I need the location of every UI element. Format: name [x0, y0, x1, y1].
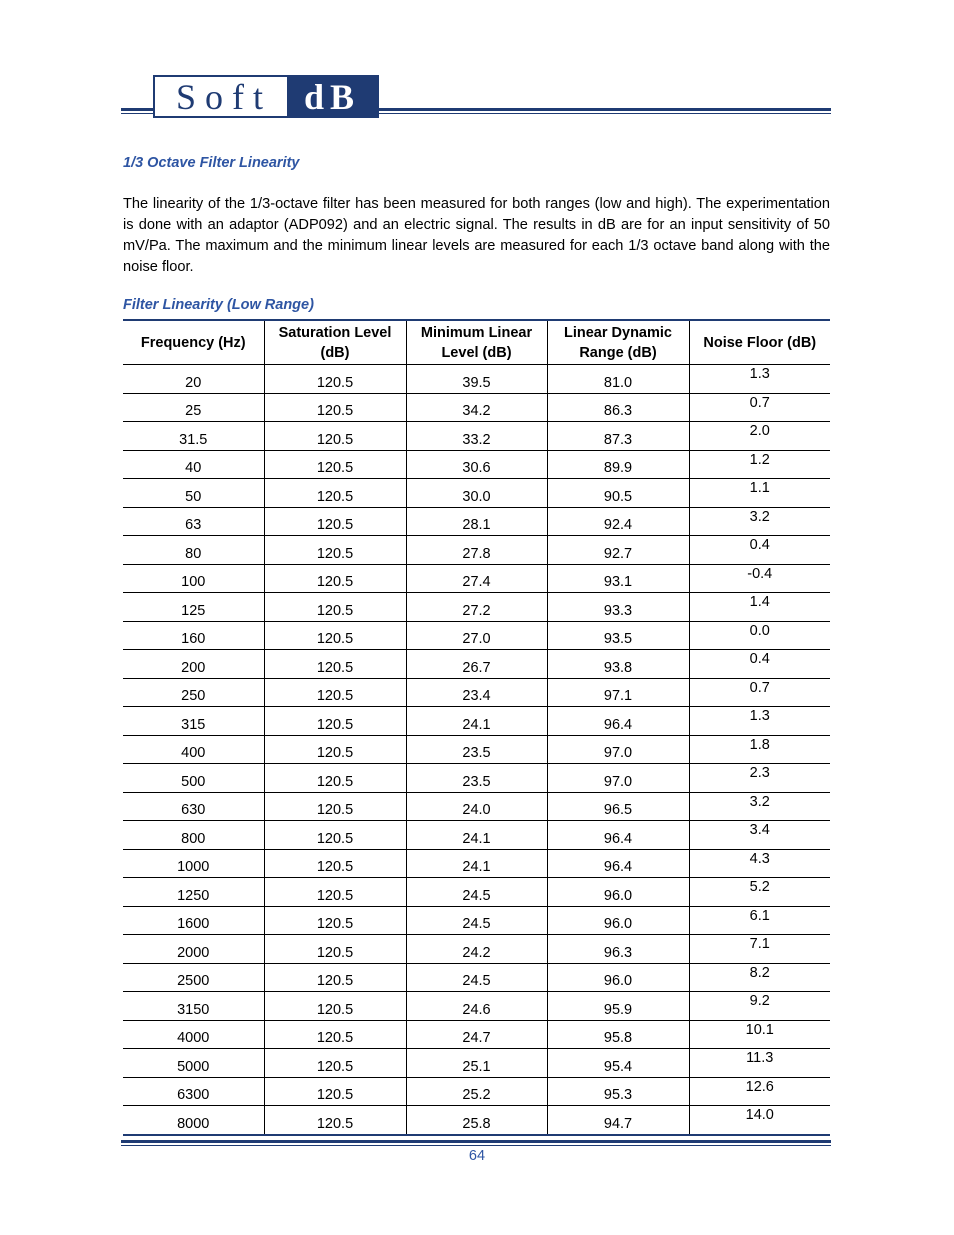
cell-linear-dynamic-range: 96.3 [547, 935, 689, 964]
cell-noise-floor: 14.0 [689, 1106, 830, 1135]
header-rule-right-thin [379, 113, 831, 114]
cell-frequency: 50 [123, 479, 264, 508]
cell-minimum-linear-level: 34.2 [406, 393, 547, 422]
table-row [123, 393, 830, 422]
cell-saturation-level: 120.5 [264, 935, 406, 964]
cell-noise-floor: 5.2 [689, 878, 830, 907]
cell-frequency: 250 [123, 678, 264, 707]
header-linear-dynamic-range: Linear Dynamic Range (dB) [547, 320, 689, 365]
cell-minimum-linear-level: 23.5 [406, 735, 547, 764]
header-rule-left-thin [121, 113, 155, 114]
cell-linear-dynamic-range: 93.5 [547, 621, 689, 650]
cell-saturation-level: 120.5 [264, 365, 406, 394]
table-row [123, 735, 830, 764]
table-row [123, 764, 830, 793]
cell-linear-dynamic-range: 97.0 [547, 735, 689, 764]
cell-frequency: 63 [123, 507, 264, 536]
cell-linear-dynamic-range: 96.0 [547, 963, 689, 992]
cell-frequency: 31.5 [123, 422, 264, 451]
cell-linear-dynamic-range: 92.4 [547, 507, 689, 536]
cell-linear-dynamic-range: 86.3 [547, 393, 689, 422]
table-row [123, 707, 830, 736]
section-title: 1/3 Octave Filter Linearity [123, 155, 300, 171]
section-paragraph: The linearity of the 1/3-octave filter has been measured for both ranges (low and high). The experimentation is done with an adaptor (ADP092) and an electric signal. The results in dB are for an input sensitivity of 50 mV/Pa. The maximum and the minimum linear levels are measured for each 1/3 octave band along with the noise floor. [123, 196, 830, 275]
cell-noise-floor: 1.8 [689, 735, 830, 764]
cell-saturation-level: 120.5 [264, 1106, 406, 1135]
cell-saturation-level: 120.5 [264, 878, 406, 907]
cell-linear-dynamic-range: 95.8 [547, 1020, 689, 1049]
cell-minimum-linear-level: 24.2 [406, 935, 547, 964]
cell-minimum-linear-level: 27.8 [406, 536, 547, 565]
cell-minimum-linear-level: 25.8 [406, 1106, 547, 1135]
header-rule-right [379, 108, 831, 111]
cell-noise-floor: 3.2 [689, 507, 830, 536]
cell-linear-dynamic-range: 89.9 [547, 450, 689, 479]
cell-minimum-linear-level: 30.0 [406, 479, 547, 508]
cell-frequency: 100 [123, 564, 264, 593]
header-rule-left [121, 108, 155, 111]
cell-noise-floor: 7.1 [689, 935, 830, 964]
cell-saturation-level: 120.5 [264, 593, 406, 622]
logo-text-soft: Soft [175, 76, 272, 117]
cell-minimum-linear-level: 25.1 [406, 1049, 547, 1078]
softdb-logo [153, 75, 379, 118]
cell-minimum-linear-level: 28.1 [406, 507, 547, 536]
cell-linear-dynamic-range: 81.0 [547, 365, 689, 394]
table-row [123, 821, 830, 850]
cell-linear-dynamic-range: 95.3 [547, 1077, 689, 1106]
table-row [123, 507, 830, 536]
cell-frequency: 40 [123, 450, 264, 479]
table-row [123, 450, 830, 479]
cell-frequency: 630 [123, 792, 264, 821]
cell-noise-floor: 1.4 [689, 593, 830, 622]
header-saturation-level: Saturation Level (dB) [264, 320, 406, 365]
cell-linear-dynamic-range: 87.3 [547, 422, 689, 451]
cell-noise-floor: 0.7 [689, 393, 830, 422]
table-row [123, 878, 830, 907]
cell-minimum-linear-level: 24.1 [406, 821, 547, 850]
table-row [123, 906, 830, 935]
table-row [123, 792, 830, 821]
logo-text-db: dB [287, 77, 377, 116]
table-row [123, 536, 830, 565]
cell-frequency: 1250 [123, 878, 264, 907]
cell-saturation-level: 120.5 [264, 1077, 406, 1106]
table-caption: Filter Linearity (Low Range) [123, 297, 314, 313]
cell-minimum-linear-level: 23.5 [406, 764, 547, 793]
cell-frequency: 1000 [123, 849, 264, 878]
table-row [123, 564, 830, 593]
table-row [123, 1106, 830, 1135]
cell-saturation-level: 120.5 [264, 906, 406, 935]
cell-minimum-linear-level: 24.0 [406, 792, 547, 821]
filter-linearity-table [123, 319, 830, 1136]
cell-minimum-linear-level: 27.0 [406, 621, 547, 650]
table-row [123, 1077, 830, 1106]
cell-minimum-linear-level: 24.1 [406, 849, 547, 878]
cell-linear-dynamic-range: 97.1 [547, 678, 689, 707]
cell-noise-floor: 0.4 [689, 650, 830, 679]
cell-saturation-level: 120.5 [264, 849, 406, 878]
cell-noise-floor: 3.4 [689, 821, 830, 850]
cell-saturation-level: 120.5 [264, 393, 406, 422]
cell-noise-floor: 4.3 [689, 849, 830, 878]
cell-frequency: 200 [123, 650, 264, 679]
cell-noise-floor: 8.2 [689, 963, 830, 992]
cell-saturation-level: 120.5 [264, 1049, 406, 1078]
footer-rule-thin [121, 1145, 831, 1146]
cell-linear-dynamic-range: 96.0 [547, 878, 689, 907]
cell-linear-dynamic-range: 94.7 [547, 1106, 689, 1135]
cell-linear-dynamic-range: 90.5 [547, 479, 689, 508]
cell-linear-dynamic-range: 96.5 [547, 792, 689, 821]
cell-linear-dynamic-range: 96.4 [547, 707, 689, 736]
header-minimum-linear-level: Minimum Linear Level (dB) [406, 320, 547, 365]
cell-minimum-linear-level: 33.2 [406, 422, 547, 451]
page-number: 64 [468, 1148, 486, 1164]
cell-frequency: 400 [123, 735, 264, 764]
cell-noise-floor: 1.3 [689, 707, 830, 736]
cell-frequency: 8000 [123, 1106, 264, 1135]
cell-noise-floor: 9.2 [689, 992, 830, 1021]
cell-minimum-linear-level: 30.6 [406, 450, 547, 479]
cell-linear-dynamic-range: 95.4 [547, 1049, 689, 1078]
cell-minimum-linear-level: 24.6 [406, 992, 547, 1021]
table-row [123, 422, 830, 451]
cell-saturation-level: 120.5 [264, 792, 406, 821]
cell-minimum-linear-level: 26.7 [406, 650, 547, 679]
cell-saturation-level: 120.5 [264, 963, 406, 992]
cell-noise-floor: 2.0 [689, 422, 830, 451]
cell-noise-floor: 12.6 [689, 1077, 830, 1106]
table-row [123, 1049, 830, 1078]
cell-linear-dynamic-range: 96.0 [547, 906, 689, 935]
cell-saturation-level: 120.5 [264, 1020, 406, 1049]
cell-frequency: 315 [123, 707, 264, 736]
table-row [123, 992, 830, 1021]
cell-frequency: 80 [123, 536, 264, 565]
cell-saturation-level: 120.5 [264, 650, 406, 679]
table-row [123, 479, 830, 508]
cell-noise-floor: 2.3 [689, 764, 830, 793]
cell-frequency: 5000 [123, 1049, 264, 1078]
cell-saturation-level: 120.5 [264, 422, 406, 451]
cell-linear-dynamic-range: 93.1 [547, 564, 689, 593]
table-row [123, 1020, 830, 1049]
cell-noise-floor: 1.3 [689, 365, 830, 394]
cell-minimum-linear-level: 27.4 [406, 564, 547, 593]
table-row [123, 935, 830, 964]
cell-frequency: 20 [123, 365, 264, 394]
cell-noise-floor: 6.1 [689, 906, 830, 935]
table-header-row [123, 320, 830, 365]
cell-minimum-linear-level: 24.5 [406, 878, 547, 907]
cell-saturation-level: 120.5 [264, 479, 406, 508]
table-row [123, 621, 830, 650]
cell-linear-dynamic-range: 95.9 [547, 992, 689, 1021]
cell-frequency: 2500 [123, 963, 264, 992]
cell-minimum-linear-level: 24.5 [406, 906, 547, 935]
cell-saturation-level: 120.5 [264, 992, 406, 1021]
table-row [123, 849, 830, 878]
table-row [123, 678, 830, 707]
cell-noise-floor: 3.2 [689, 792, 830, 821]
cell-frequency: 500 [123, 764, 264, 793]
header-noise-floor: Noise Floor (dB) [689, 320, 830, 365]
cell-noise-floor: 1.1 [689, 479, 830, 508]
cell-linear-dynamic-range: 92.7 [547, 536, 689, 565]
cell-saturation-level: 120.5 [264, 707, 406, 736]
cell-saturation-level: 120.5 [264, 678, 406, 707]
cell-linear-dynamic-range: 97.0 [547, 764, 689, 793]
cell-noise-floor: 11.3 [689, 1049, 830, 1078]
cell-frequency: 160 [123, 621, 264, 650]
table-row [123, 963, 830, 992]
cell-frequency: 25 [123, 393, 264, 422]
cell-saturation-level: 120.5 [264, 507, 406, 536]
cell-frequency: 4000 [123, 1020, 264, 1049]
cell-linear-dynamic-range: 96.4 [547, 849, 689, 878]
header-frequency: Frequency (Hz) [123, 320, 264, 365]
cell-saturation-level: 120.5 [264, 564, 406, 593]
cell-noise-floor: 0.7 [689, 678, 830, 707]
cell-saturation-level: 120.5 [264, 764, 406, 793]
cell-saturation-level: 120.5 [264, 821, 406, 850]
table-row [123, 365, 830, 394]
cell-frequency: 3150 [123, 992, 264, 1021]
cell-minimum-linear-level: 23.4 [406, 678, 547, 707]
cell-minimum-linear-level: 39.5 [406, 365, 547, 394]
cell-minimum-linear-level: 25.2 [406, 1077, 547, 1106]
footer-rule [121, 1140, 831, 1143]
cell-noise-floor: 0.0 [689, 621, 830, 650]
cell-saturation-level: 120.5 [264, 450, 406, 479]
cell-saturation-level: 120.5 [264, 735, 406, 764]
cell-saturation-level: 120.5 [264, 621, 406, 650]
table-row [123, 593, 830, 622]
cell-frequency: 800 [123, 821, 264, 850]
table-row [123, 650, 830, 679]
cell-noise-floor: 1.2 [689, 450, 830, 479]
cell-linear-dynamic-range: 93.8 [547, 650, 689, 679]
cell-linear-dynamic-range: 93.3 [547, 593, 689, 622]
cell-minimum-linear-level: 27.2 [406, 593, 547, 622]
cell-frequency: 2000 [123, 935, 264, 964]
cell-minimum-linear-level: 24.1 [406, 707, 547, 736]
cell-frequency: 1600 [123, 906, 264, 935]
cell-saturation-level: 120.5 [264, 536, 406, 565]
cell-noise-floor: 0.4 [689, 536, 830, 565]
cell-minimum-linear-level: 24.7 [406, 1020, 547, 1049]
cell-linear-dynamic-range: 96.4 [547, 821, 689, 850]
cell-minimum-linear-level: 24.5 [406, 963, 547, 992]
cell-frequency: 125 [123, 593, 264, 622]
cell-frequency: 6300 [123, 1077, 264, 1106]
cell-noise-floor: 10.1 [689, 1020, 830, 1049]
cell-noise-floor: -0.4 [689, 564, 830, 593]
